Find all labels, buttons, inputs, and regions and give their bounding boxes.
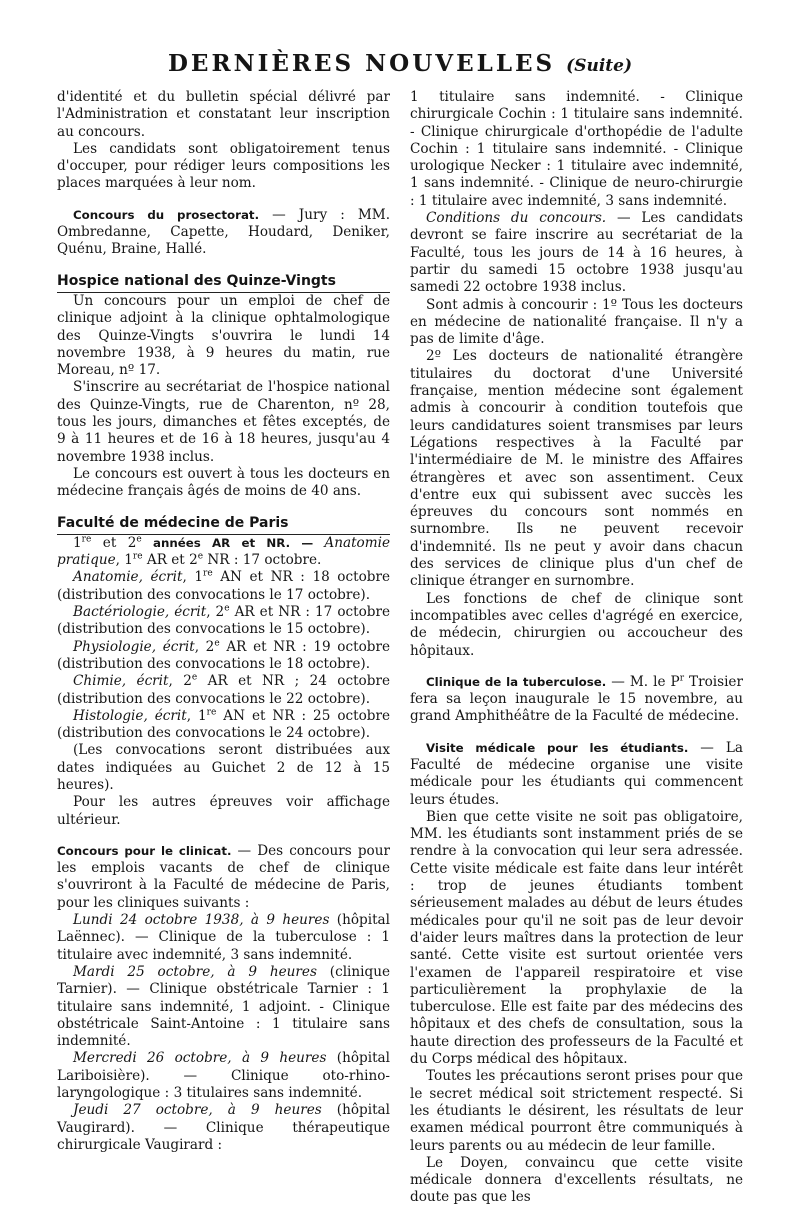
superscript: re <box>206 707 217 718</box>
lundi-text: (hôpital Laënnec). — Clinique de la tuberculose : 1 titulaire avec indemnité, 3 sans indemnité. <box>57 912 390 963</box>
superscript: e <box>214 638 220 649</box>
candidats-paragraph: Les candidats sont obligatoirement tenus d'occuper, pour rédiger leurs compositions les places marquées à leur nom. <box>57 140 390 192</box>
conditions-paragraph <box>410 210 743 296</box>
text-fragment: 1 <box>73 534 82 551</box>
left-column <box>57 89 390 1154</box>
visite-text: — La Faculté de médecine organise une visite médicale pour les étudiants qui commencent leurs études. <box>410 739 743 808</box>
superscript: re <box>81 534 92 545</box>
prosectorat-run-in: Concours du prosectorat. <box>73 207 260 222</box>
mardi-entry <box>57 964 390 1050</box>
italic-fragment: Anatomie pratique <box>57 534 390 569</box>
text-fragment: AR et 2 <box>142 552 198 569</box>
clinique-continuation: 1 titulaire sans indemnité. - Clinique chirurgicale Cochin : 1 titulaire sans indemnité. - Clinique chirurgicale d'orthopédie de l'adulte Cochin : 1 titulaire sans indemnité. - Clinique urologique Necker : 1 titulaire avec indemnité, 1 sans indemnité. - Clinique de neuro-chirurgie : 1 titulaire avec indemnité, 3 sans indemnité. <box>410 89 743 209</box>
physiologie-line <box>57 639 390 674</box>
visite-paragraph-4: Le Doyen, convaincu que cette visite médicale donnera d'excellents résultats, ne doute pas que les <box>410 1154 743 1206</box>
anatomie-pratique-line <box>57 535 390 570</box>
tuberculose-text: — M. le P <box>606 673 680 690</box>
italic-fragment: Bactériologie, écrit <box>73 604 207 621</box>
clinicat-run-in: Concours pour le clinicat. <box>57 843 232 858</box>
spacer <box>57 259 390 273</box>
superscript: r <box>679 673 684 684</box>
histologie-line <box>57 708 390 743</box>
superscript: e <box>136 534 142 545</box>
prosectorat-paragraph <box>57 207 390 259</box>
quinze-vingts-paragraph-3: Le concours est ouvert à tous les docteurs en médecine français âgés de moins de 40 ans. <box>57 465 390 500</box>
page-title <box>0 50 800 77</box>
text-fragment: années AR et NR. — <box>141 535 325 550</box>
tuberculose-paragraph <box>410 674 743 726</box>
spacer <box>410 726 743 740</box>
superscript: e <box>191 672 198 683</box>
clinicat-text: — Des concours pour les emplois vacants de chef de clinique s'ouvriront à la Faculté de médecine de Paris, pour les cliniques suivants : <box>57 842 390 911</box>
text-fragment: AN et NR : 18 octobre (distribution des convocations le 17 octobre). <box>57 569 390 603</box>
mercredi-text: (hôpital Lariboisière). — Clinique oto-rhino-laryngologique : 3 titulaires sans indemnité. <box>57 1050 390 1102</box>
quinze-vingts-heading <box>57 273 390 293</box>
admis-paragraph: Sont admis à concourir : 1º Tous les docteurs en médecine de nationalité française. Il n'y a pas de limite d'âge. <box>410 296 743 348</box>
autres-epreuves-note: Pour les autres épreuves voir affichage ultérieur. <box>57 794 390 828</box>
superscript: e <box>197 551 204 562</box>
convocations-note: (Les convocations seront distribuées aux dates indiquées au Guichet 2 de 12 à 15 heures). <box>57 742 390 793</box>
italic-fragment: Histologie, écrit <box>73 707 187 724</box>
page-title-text: DERNIÈRES NOUVELLES <box>167 50 556 77</box>
mardi-date: Mardi 25 octobre, à 9 heures <box>73 963 317 980</box>
spacer <box>57 193 390 207</box>
text-fragment: , 1 <box>115 552 133 569</box>
text-fragment: , 1 <box>186 707 207 724</box>
tuberculose-run-in: Clinique de la tuberculose. <box>426 674 607 689</box>
text-fragment: NR : 17 octobre. <box>203 552 322 569</box>
mercredi-date: Mercredi 26 octobre, à 9 heures <box>73 1050 327 1067</box>
visite-paragraph-3: Toutes les précautions seront prises pour que le secret médical soit strictement respecté. Si les étudiants le désirent, les résultats de leur examen médical pourront être communiqués à leurs parents ou au médecin de leur famille. <box>410 1068 743 1154</box>
mercredi-entry <box>57 1050 390 1102</box>
superscript: re <box>132 551 143 562</box>
anatomie-ecrit-line <box>57 569 390 604</box>
text-fragment: AR et NR ; 24 octobre (distribution des convocations le 22 octobre). <box>57 673 390 707</box>
visite-paragraph <box>410 740 743 809</box>
jeudi-date: Jeudi 27 octobre, à 9 heures <box>73 1102 322 1119</box>
fonctions-paragraph: Les fonctions de chef de clinique sont incompatibles avec celles d'agrégé en exercice, de médecin, chirurgien ou accoucheur des hôpitaux. <box>410 590 743 659</box>
superscript: re <box>203 568 213 579</box>
bacteriologie-line <box>57 604 390 639</box>
conditions-run-in: Conditions du concours. <box>426 210 607 227</box>
tuberculose-text-end: Troisier fera sa leçon inaugurale le 15 novembre, au grand Amphithéâtre de la Faculté de médecine. <box>410 673 743 725</box>
quinze-vingts-paragraph-2: S'inscrire au secrétariat de l'hospice national des Quinze-Vingts, rue de Charenton, nº 28, tous les jours, dimanches et fêtes exceptés, de 9 à 11 heures et de 16 à 18 heures, jusqu'au 4 novembre 1938 inclus. <box>57 379 390 465</box>
text-fragment: AN et NR : 25 octobre (distribution des convocations le 24 octobre). <box>57 707 391 742</box>
visite-paragraph-2: Bien que cette visite ne soit pas obligatoire, MM. les étudiants sont instamment priés de se rendre à la convocation qui leur sera adressée. Cette visite médicale est faite dans leur intérêt : trop de jeunes étudiants tombent sérieusement malades au début de leurs études médicales pour qu'il ne soit pas de leur devoir d'aider leurs maîtres dans la protection de leur santé. Cette visite est surtout orientée vers l'examen de l'appareil respiratoire et vise particulièrement la prophylaxie de la tuberculose. Elle est faite par des médecins des hôpitaux et des chefs de consultation, sous la haute direction des professeurs de la Faculté et du Corps médical des hôpitaux. <box>410 808 743 1068</box>
text-fragment: , 2 <box>168 673 192 690</box>
etrangers-paragraph: 2º Les docteurs de nationalité étrangère titulaires du doctorat d'une Université française, mention médecine sont également admis à concourir à condition toutefois que leurs candidatures soient transmises par leurs Légations respectives à la Faculté par l'intermédiaire de M. le ministre des Affaires étrangères et avec son assentiment. Ceux d'entre eux qui subissent avec succès les épreuves du concours sont nommés en surnombre. Ils ne peuvent recevoir d'indemnité. Ils ne peut y avoir dans chacun des services de clinique plus d'un chef de clinique étranger en surnombre. <box>410 348 743 590</box>
italic-fragment: Chimie, écrit <box>73 673 169 690</box>
right-column <box>410 89 743 1207</box>
jeudi-entry <box>57 1102 390 1154</box>
visite-run-in: Visite médicale pour les étudiants. <box>426 740 689 755</box>
lundi-date: Lundi 24 octobre 1938, à 9 heures <box>73 912 330 929</box>
clinicat-paragraph <box>57 843 390 912</box>
text-fragment: AR et NR : 17 octobre (distribution des convocations le 15 octobre). <box>57 604 391 638</box>
spacer <box>410 660 743 674</box>
lundi-entry <box>57 912 390 964</box>
spacer <box>57 829 390 843</box>
faculte-heading <box>57 515 390 535</box>
text-fragment: AR et NR : 19 octobre (distribution des convocations le 18 octobre). <box>57 638 390 672</box>
chimie-line <box>57 673 390 708</box>
page-title-suite: (Suite) <box>566 56 633 76</box>
continuation-paragraph: d'identité et du bulletin spécial délivré par l'Administration et constatant leur inscription au concours. <box>57 89 390 140</box>
conditions-text: — Les candidats devront se faire inscrire au secrétariat de la Faculté, tous les jours de 14 à 16 heures, à partir du samedi 15 octobre 1938 jusqu'au samedi 22 octobre 1938 inclus. <box>410 210 743 296</box>
italic-fragment: Physiologie, écrit <box>73 638 195 655</box>
quinze-vingts-heading-text: Hospice national des Quinze-Vingts <box>57 272 336 289</box>
mardi-text: (clinique Tarnier). — Clinique obstétricale Tarnier : 1 titulaire sans indemnité, 1 adjoint. - Clinique obstétricale Saint-Antoine : 1 titulaire sans indemnité. <box>57 963 390 1050</box>
superscript: e <box>224 603 230 614</box>
text-fragment: , 2 <box>206 604 225 621</box>
jeudi-text: (hôpital Vaugirard). — Clinique thérapeutique chirurgicale Vaugirard : <box>57 1102 390 1153</box>
prosectorat-text: — Jury : MM. Ombredanne, Capette, Houdard, Deniker, Quénu, Braine, Hallé. <box>57 206 391 258</box>
text-fragment: , 2 <box>194 638 215 655</box>
faculte-heading-text: Faculté de médecine de Paris <box>57 514 289 531</box>
spacer <box>57 501 390 515</box>
text-fragment: et 2 <box>91 534 137 551</box>
quinze-vingts-paragraph-1: Un concours pour un emploi de chef de clinique adjoint à la clinique ophtalmologique des Quinze-Vingts s'ouvrira le lundi 14 novembre 1938, à 9 heures du matin, rue Moreau, nº 17. <box>57 292 390 379</box>
text-fragment: , 1 <box>182 569 204 586</box>
italic-fragment: Anatomie, écrit <box>73 569 183 586</box>
